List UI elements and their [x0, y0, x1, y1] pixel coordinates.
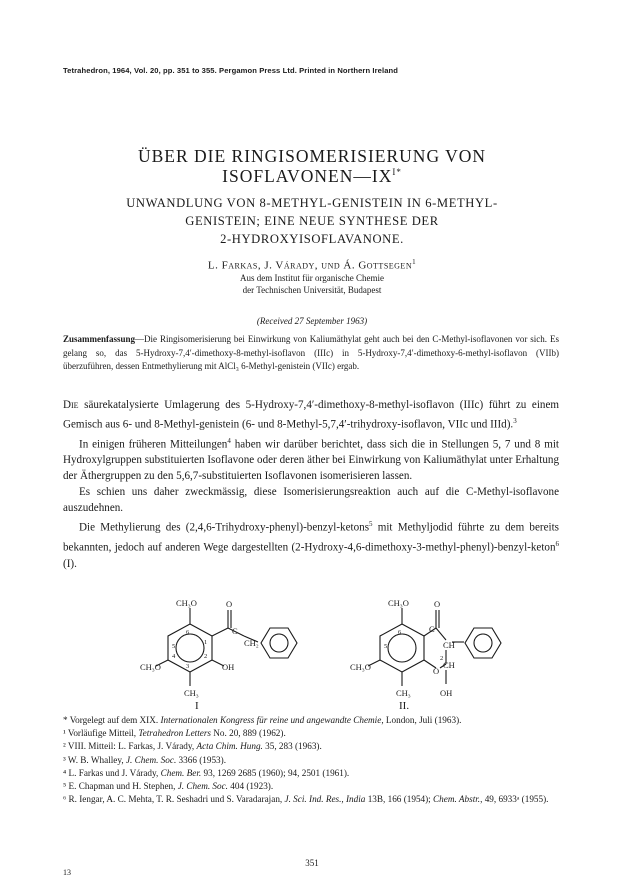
footnote-star: * Vorgelegt auf dem XIX. Internationalen Kongress für reine und angewandte Chemie, London, Juli (1963).	[63, 715, 462, 725]
structure-label-I: I	[195, 700, 199, 712]
footnote-5: ⁵ E. Chapman und H. Stephen, J. Chem. Soc. 404 (1923).	[63, 781, 274, 792]
struct-I-oh: OH	[222, 662, 235, 672]
struct-II-ch-2: CH	[443, 660, 455, 670]
struct-II-ch-1: CH	[443, 640, 455, 650]
struct-I-ch2: CH₂	[244, 638, 259, 648]
page-number: 351	[305, 858, 319, 868]
struct-I-num-2: 2	[204, 653, 208, 660]
abstract-label: Zusammenfassung	[63, 334, 136, 344]
struct-I-num-6: 6	[186, 629, 190, 636]
footnote-3: ³ W. B. Whalley, J. Chem. Soc. 3366 (1953).	[63, 754, 227, 765]
struct-II-oh: OH	[440, 688, 453, 698]
struct-II-ch3o-top: CH₃O	[388, 598, 409, 608]
struct-I-ch3o-top: CH₃O	[176, 598, 197, 608]
received-date: (Received 27 September 1963)	[256, 316, 368, 326]
paragraph-4: Die Methylierung des (2,4,6-Trihydroxy-phenyl)-benzyl-ketons$^5$ mit Methyljodid führte zu dem bereits bekannten, jedoch auf anderen Wege dargestellten (2-Hydroxy-4,6-dimethoxy-3-methyl-phenyl)-benzyl-keton$^6$ (I).	[63, 520, 559, 570]
struct-II-num-2: 2	[440, 655, 444, 662]
structure-I	[156, 608, 297, 686]
struct-I-ch3: CH₃	[184, 688, 199, 698]
footnotes	[63, 714, 559, 806]
authors: L. Farkas, J. Várady, und Á. Gottsegen$^1$	[207, 258, 417, 272]
struct-II-ch3: CH₃	[396, 688, 411, 698]
abstract	[63, 333, 559, 374]
subtitle-line-2: GENISTEIN; EINE NEUE SYNTHESE DER	[185, 214, 439, 228]
institution-line-1: Aus dem Institut für organische Chemie	[239, 273, 385, 283]
subtitle-line-1: UNWANDLUNG VON 8-METHYL-GENISTEIN IN 6-METHYL-	[126, 196, 498, 210]
structure-label-II: II.	[399, 700, 410, 712]
struct-II-ch3o-left: CH₃O	[350, 662, 371, 672]
title-line-1: ÜBER DIE RINGISOMERISIERUNG VON	[137, 146, 487, 166]
footnote-1: ¹ Vorläufige Mitteil, Tetrahedron Letters No. 20, 889 (1962).	[63, 728, 286, 739]
footnote-2: ² VIII. Mitteil: L. Farkas, J. Várady, Acta Chim. Hung. 35, 283 (1963).	[63, 741, 322, 752]
struct-II-num-5: 5	[384, 643, 388, 650]
footnote-6: ⁶ R. Iengar, A. C. Mehta, T. R. Seshadri und S. Varadarajan, J. Sci. Ind. Res., India 13B, 166 (1954); Chem. Abstr., 49, 6933ᵃ (1955).	[63, 794, 549, 805]
title-line-2: $ISOFLAVONEN—IX^{I*}$	[222, 166, 402, 186]
paragraph-1: Die säurekatalysierte Umlagerung des 5-Hydroxy-7,4′-dimethoxy-8-methyl-isoflavon (IIIc) führt zu einem Gemisch aus 6- und 8-Methyl-genistein (6- und 8-Methyl-5,7,4′-trihydroxy-isoflavon, VIIc und IIId).$^3$	[63, 399, 559, 431]
struct-I-num-3: 3	[186, 663, 190, 670]
struct-I-c: C	[232, 626, 238, 636]
chemical-structures	[140, 598, 520, 704]
struct-II-o-top: O	[434, 599, 441, 609]
struct-I-num-1: 1	[204, 639, 208, 646]
struct-I-ch3o-left: CH₃O	[140, 662, 161, 672]
paragraph-3: Es schien uns daher zweckmässig, diese Isomerisierungsreaktion auch auf die C-Methyl-isoflavone auszudehnen.	[63, 486, 559, 515]
institution-line-2: der Technischen Universität, Budapest	[242, 285, 382, 295]
struct-II-num-6: 6	[398, 629, 402, 636]
struct-I-num-4: 4	[172, 653, 176, 660]
struct-I-o: O	[226, 599, 233, 609]
paragraph-2: In einigen früheren Mitteilungen$^4$ haben wir darüber berichtet, dass sich die in Stellungen 5, 7 und 8 mit Hydroxylgruppen substituierten Isoflavone oder deren äther bei Einwirkung von Kaliumäthylat unter Erhaltung der Äthergruppen zu den 5,6,7-substituierten Isoflavonen isomerisieren lassen.	[63, 436, 559, 483]
abstract-text: —Die Ringisomerisierung bei Einwirkung von Kaliumäthylat geht auch bei den C-Methyl-isoflavonen vor sich. Es gelang so, das 5-Hydroxy-7,4′-dimethoxy-8-methyl-isoflavon (IIIc) in 5-Hydroxy-7,4′-dimethoxy-6-methyl-isoflavon (VIIb) überzuführen, dessen Entmethylierung mit AlCl₃ 6-Methyl-genistein (VIIc) ergab.	[63, 334, 559, 372]
struct-II-c: C	[429, 624, 435, 634]
subtitle-line-3: 2-HYDROXYISOFLAVANONE.	[220, 232, 404, 246]
journal-header: Tetrahedron, 1964, Vol. 20, pp. 351 to 355. Pergamon Press Ltd. Printed in Northern Ireland	[63, 66, 399, 75]
struct-I-num-5: 5	[172, 643, 176, 650]
struct-II-o-ring: O	[433, 666, 440, 676]
body-text	[63, 397, 559, 572]
footnote-4: ⁴ L. Farkas und J. Várady, Chem. Ber. 93, 1269 2685 (1960); 94, 2501 (1961).	[63, 767, 350, 778]
signature-mark: 13	[63, 868, 71, 877]
